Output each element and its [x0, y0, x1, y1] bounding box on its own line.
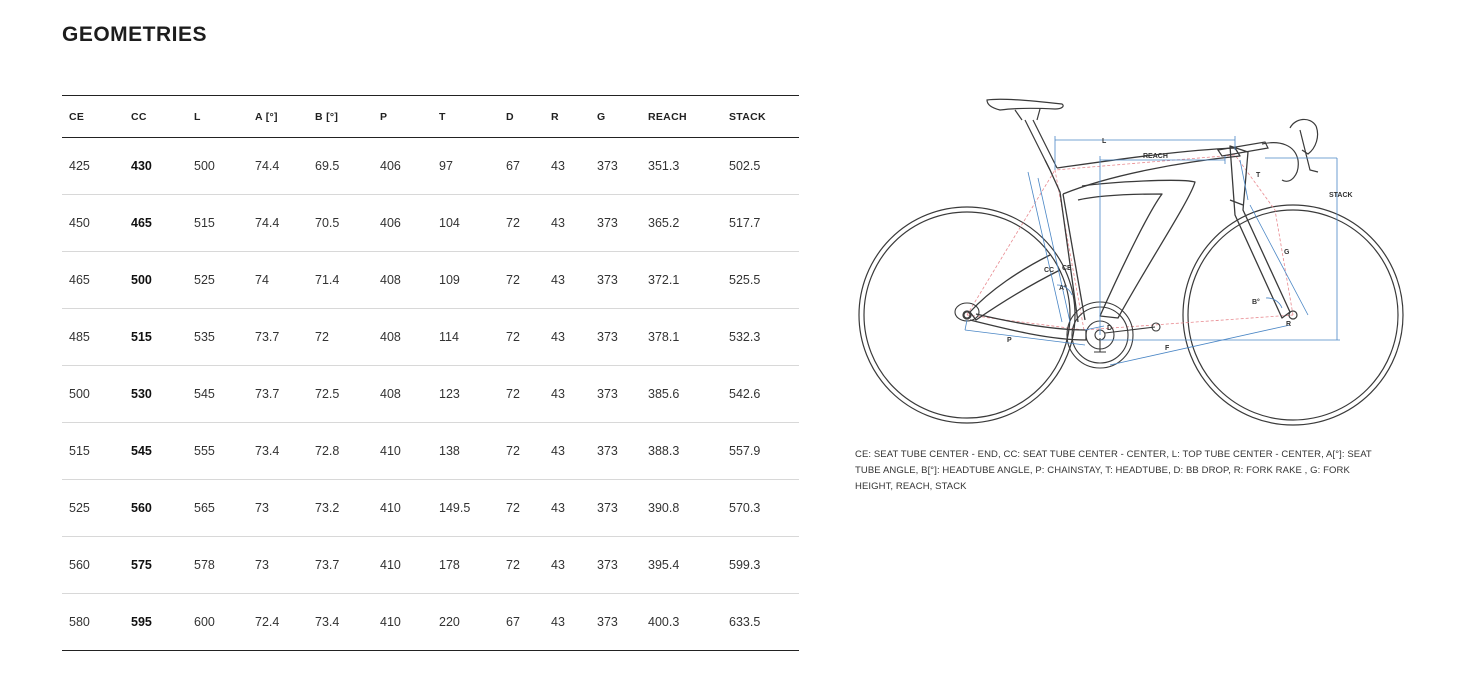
label-b: B°: [1252, 299, 1260, 306]
table-cell: 373: [590, 537, 641, 594]
table-row: [62, 252, 799, 309]
label-l: L: [1102, 138, 1107, 145]
table-cell: 72: [499, 423, 544, 480]
table-cell: 97: [432, 138, 499, 195]
table-body: [62, 138, 799, 651]
table-cell: 502.5: [722, 138, 799, 195]
table-cell: 373: [590, 480, 641, 537]
handlebar-and-stem: [1218, 119, 1318, 181]
label-d: D: [1107, 325, 1113, 332]
table-cell: 220: [432, 594, 499, 651]
table-cell: 72.4: [248, 594, 308, 651]
label-r: R: [1286, 321, 1292, 328]
table-cell: 410: [373, 537, 432, 594]
table-cell: 388.3: [641, 423, 722, 480]
table-cell: 43: [544, 480, 590, 537]
geometry-table: [62, 95, 799, 651]
table-cell: 580: [62, 594, 124, 651]
table-cell: 515: [187, 195, 248, 252]
table-cell: 73.7: [248, 309, 308, 366]
rear-derailleur: [955, 303, 979, 321]
table-cell: 72: [499, 195, 544, 252]
table-cell: 43: [544, 594, 590, 651]
label-ce: CE: [1062, 265, 1072, 272]
column-header: D: [499, 96, 544, 138]
table-cell: 430: [124, 138, 187, 195]
table-cell: 525: [62, 480, 124, 537]
label-reach: REACH: [1143, 153, 1168, 160]
table-row: [62, 309, 799, 366]
table-cell: 43: [544, 366, 590, 423]
column-header: T: [432, 96, 499, 138]
table-cell: 365.2: [641, 195, 722, 252]
table-cell: 69.5: [308, 138, 373, 195]
table-cell: 149.5: [432, 480, 499, 537]
table-cell: 390.8: [641, 480, 722, 537]
table-cell: 373: [590, 138, 641, 195]
table-cell: 67: [499, 594, 544, 651]
table-cell: 408: [373, 366, 432, 423]
table-cell: 72: [499, 537, 544, 594]
saddle-and-seatpost: [987, 99, 1063, 170]
table-row: [62, 480, 799, 537]
table-cell: 43: [544, 195, 590, 252]
column-header: G: [590, 96, 641, 138]
table-cell: 72: [499, 480, 544, 537]
table-cell: 410: [373, 480, 432, 537]
table-cell: 351.3: [641, 138, 722, 195]
label-g: G: [1284, 249, 1290, 256]
table-cell: 373: [590, 366, 641, 423]
table-cell: 578: [187, 537, 248, 594]
table-cell: 73.4: [308, 594, 373, 651]
table-row: [62, 423, 799, 480]
column-header: REACH: [641, 96, 722, 138]
column-header: STACK: [722, 96, 799, 138]
table-cell: 555: [187, 423, 248, 480]
bike-frame: [970, 146, 1290, 340]
table-cell: 73.2: [308, 480, 373, 537]
table-cell: 43: [544, 537, 590, 594]
table-cell: 43: [544, 423, 590, 480]
table-cell: 410: [373, 423, 432, 480]
table-cell: 600: [187, 594, 248, 651]
table-cell: 378.1: [641, 309, 722, 366]
column-header: P: [373, 96, 432, 138]
table-cell: 72: [499, 252, 544, 309]
table-cell: 372.1: [641, 252, 722, 309]
table-cell: 542.6: [722, 366, 799, 423]
table-cell: 570.3: [722, 480, 799, 537]
table-cell: 385.6: [641, 366, 722, 423]
table-row: [62, 594, 799, 651]
table-cell: 73.7: [248, 366, 308, 423]
table-cell: 74: [248, 252, 308, 309]
table-cell: 400.3: [641, 594, 722, 651]
column-header: CE: [62, 96, 124, 138]
table-cell: 599.3: [722, 537, 799, 594]
table-cell: 465: [124, 195, 187, 252]
table-cell: 138: [432, 423, 499, 480]
table-cell: 373: [590, 252, 641, 309]
table-cell: 104: [432, 195, 499, 252]
table-row: [62, 138, 799, 195]
table-cell: 408: [373, 309, 432, 366]
bike-geometry-diagram: [850, 90, 1410, 435]
table-row: [62, 537, 799, 594]
table-cell: 109: [432, 252, 499, 309]
label-a: A°: [1059, 285, 1067, 292]
table-cell: 72: [499, 366, 544, 423]
table-cell: 73.7: [308, 537, 373, 594]
table-cell: 500: [62, 366, 124, 423]
table-cell: 545: [187, 366, 248, 423]
table-cell: 67: [499, 138, 544, 195]
table-cell: 560: [124, 480, 187, 537]
crankset: [1067, 302, 1160, 368]
column-header: B [°]: [308, 96, 373, 138]
label-f: F: [1165, 345, 1170, 352]
label-cc: CC: [1044, 267, 1055, 274]
table-cell: 530: [124, 366, 187, 423]
table-cell: 373: [590, 423, 641, 480]
table-cell: 560: [62, 537, 124, 594]
table-cell: 633.5: [722, 594, 799, 651]
geometry-legend: CE: SEAT TUBE CENTER - END, CC: SEAT TUBE CENTER - CENTER, L: TOP TUBE CENTER - CENTER, A[°]: SEAT TUBE ANGLE, B[°]: HEADTUBE ANGLE, P: CHAINSTAY, T: HEADTUBE, D: BB DROP, R: FORK RAKE , G: FORK HEIGHT, REACH, STACK: [855, 449, 1372, 492]
table-cell: 72: [308, 309, 373, 366]
table-cell: 515: [124, 309, 187, 366]
table-cell: 395.4: [641, 537, 722, 594]
table-cell: 465: [62, 252, 124, 309]
table-cell: 515: [62, 423, 124, 480]
table-cell: 70.5: [308, 195, 373, 252]
table-cell: 123: [432, 366, 499, 423]
table-cell: 406: [373, 138, 432, 195]
table-cell: 525.5: [722, 252, 799, 309]
table-row: [62, 195, 799, 252]
table-cell: 408: [373, 252, 432, 309]
column-header: A [°]: [248, 96, 308, 138]
table-cell: 73: [248, 537, 308, 594]
table-cell: 410: [373, 594, 432, 651]
table-cell: 595: [124, 594, 187, 651]
table-cell: 545: [124, 423, 187, 480]
table-cell: 72: [499, 309, 544, 366]
table-cell: 178: [432, 537, 499, 594]
column-header: CC: [124, 96, 187, 138]
table-cell: 43: [544, 138, 590, 195]
table-cell: 565: [187, 480, 248, 537]
table-cell: 500: [124, 252, 187, 309]
table-cell: 72.5: [308, 366, 373, 423]
label-stack: STACK: [1329, 192, 1353, 199]
table-cell: 73: [248, 480, 308, 537]
table-cell: 557.9: [722, 423, 799, 480]
label-t: T: [1256, 172, 1261, 179]
table-cell: 535: [187, 309, 248, 366]
table-cell: 373: [590, 195, 641, 252]
table-cell: 72.8: [308, 423, 373, 480]
table-cell: 74.4: [248, 138, 308, 195]
table-cell: 73.4: [248, 423, 308, 480]
table-cell: 373: [590, 594, 641, 651]
table-cell: 373: [590, 309, 641, 366]
table-cell: 74.4: [248, 195, 308, 252]
table-cell: 532.3: [722, 309, 799, 366]
table-header-row: [62, 96, 799, 138]
table-cell: 500: [187, 138, 248, 195]
table-cell: 575: [124, 537, 187, 594]
table-cell: 525: [187, 252, 248, 309]
column-header: L: [187, 96, 248, 138]
table-cell: 485: [62, 309, 124, 366]
table-cell: 71.4: [308, 252, 373, 309]
table-cell: 43: [544, 252, 590, 309]
table-cell: 425: [62, 138, 124, 195]
table-cell: 517.7: [722, 195, 799, 252]
table-cell: 406: [373, 195, 432, 252]
label-p: P: [1007, 337, 1012, 344]
table-cell: 450: [62, 195, 124, 252]
diagram-labels: [1007, 138, 1353, 352]
page-title: GEOMETRIES: [62, 23, 208, 46]
column-header: R: [544, 96, 590, 138]
table-cell: 114: [432, 309, 499, 366]
table-row: [62, 366, 799, 423]
table-cell: 43: [544, 309, 590, 366]
